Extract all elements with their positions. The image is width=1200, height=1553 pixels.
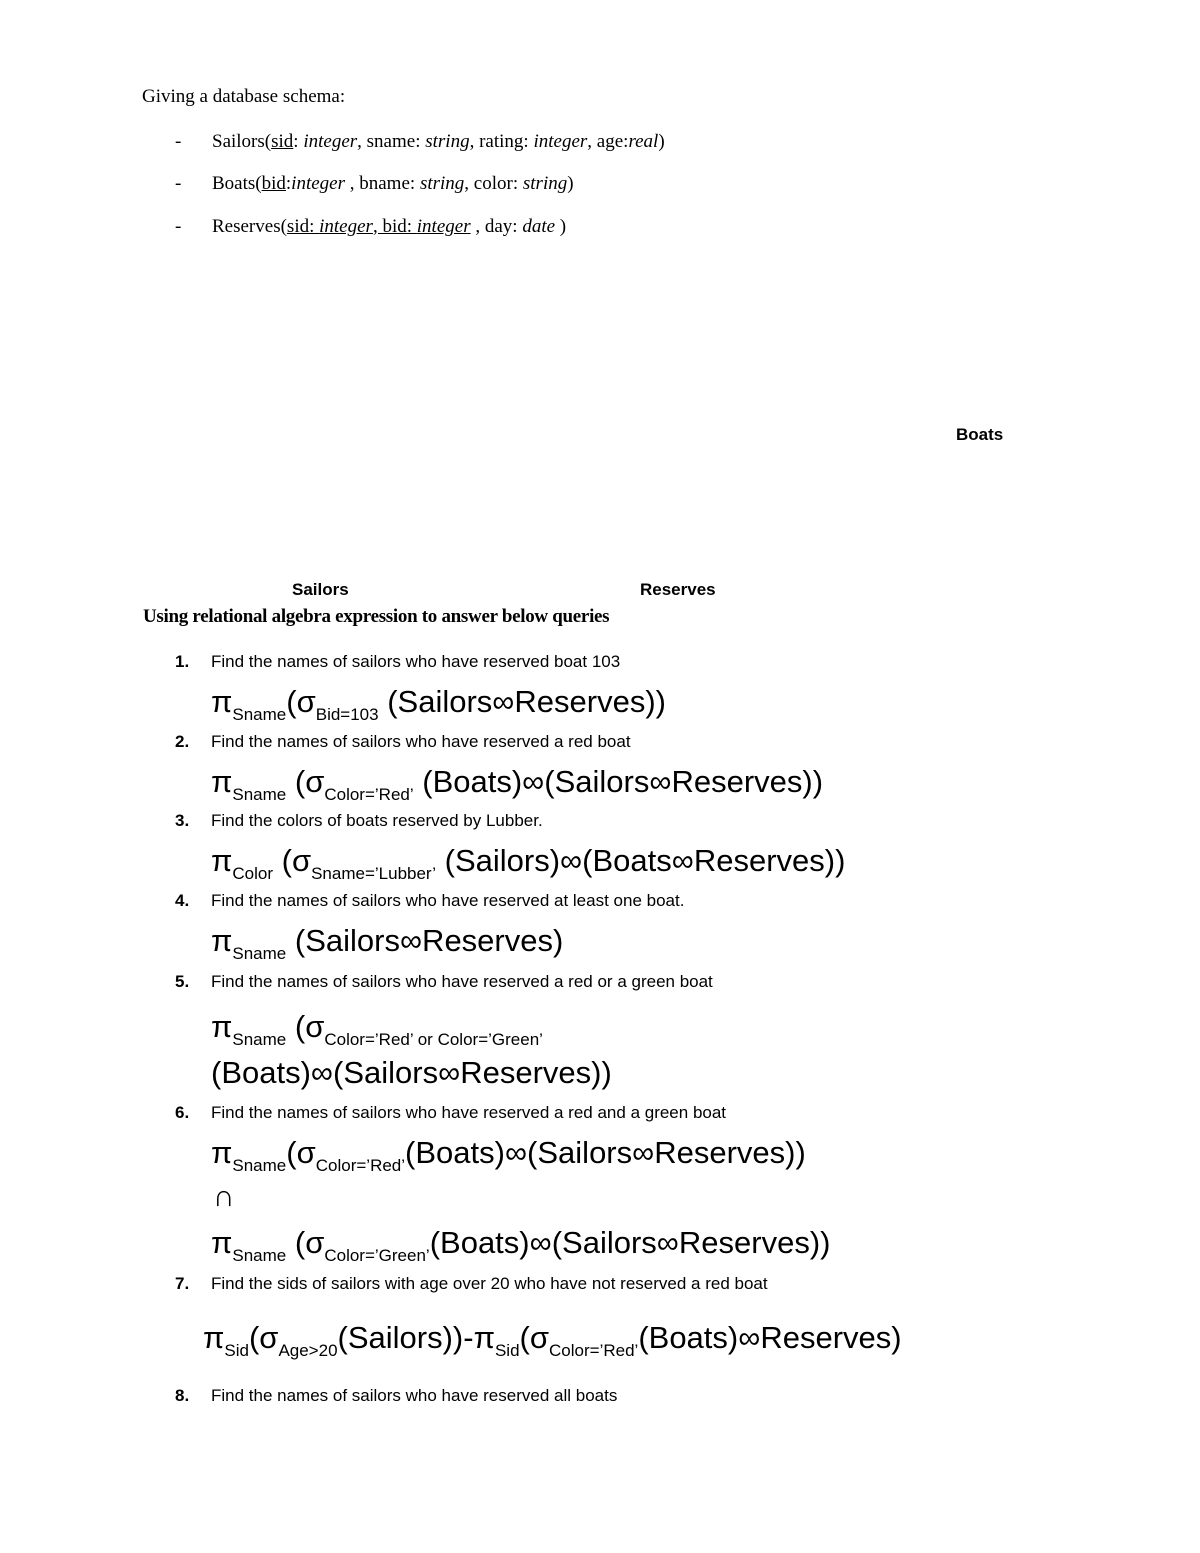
diagram-label-boats: Boats xyxy=(956,425,1004,444)
schema-reserves: Reserves(sid: integer, bid: integer , day: date ) xyxy=(212,216,567,237)
schema-boats: Boats(bid:integer , bname: string, color: string) xyxy=(212,173,574,194)
expression-q2: $\pi_{Sname}$ ($\sigma_{Color=’Red’}$ (Boats)∞(Sailors∞Reserves)) xyxy=(211,764,824,804)
query-number: 4. xyxy=(175,891,190,910)
bullet-dash: - xyxy=(175,173,182,194)
query-number: 2. xyxy=(175,732,190,751)
expression-q7: $\pi_{Sid}(\sigma_{Age>20}(Sailors))-\pi_{Sid}(\sigma_{Color=’Red’}(Boats)\infty Reserves)$ xyxy=(203,1320,902,1360)
query-text: Find the colors of boats reserved by Lubber. xyxy=(211,811,543,830)
bullet-dash: - xyxy=(175,216,182,237)
expression-q4: $\pi_{Sname}$ (Sailors∞Reserves) xyxy=(211,923,564,963)
expression-q1: $\pi_{Sname}(\sigma_{Bid=103}$ (Sailors∞Reserves)) xyxy=(211,684,666,724)
query-text: Find the names of sailors who have reserved a red or a green boat xyxy=(211,972,713,991)
query-number: 5. xyxy=(175,972,190,991)
query-text: Find the names of sailors who have reserved a red and a green boat xyxy=(211,1103,727,1122)
query-text: Find the names of sailors who have reserved boat 103 xyxy=(211,652,621,671)
diagram-label-sailors: Sailors xyxy=(292,580,349,599)
expression-q5-line1: $\pi_{Sname}$ ($\sigma_{Color=’Red’ or Color=’Green’}$ xyxy=(211,1009,543,1049)
query-number: 7. xyxy=(175,1274,190,1293)
bullet-dash: - xyxy=(175,131,182,152)
expression-q5-line2: (Boats)∞(Sailors∞Reserves)) xyxy=(211,1055,612,1090)
expression-q3: $\pi_{Color}$ ($\sigma_{Sname=’Lubber’}$ (Sailors)∞(Boats∞Reserves)) xyxy=(211,843,846,883)
intersection-symbol: ∩ xyxy=(213,1180,235,1213)
query-text: Find the names of sailors who have reserved at least one boat. xyxy=(211,891,685,910)
query-number: 3. xyxy=(175,811,190,830)
diagram-label-reserves: Reserves xyxy=(640,580,716,599)
intro-text: Giving a database schema: xyxy=(142,86,346,107)
query-text: Find the names of sailors who have reserved a red boat xyxy=(211,732,631,751)
schema-sailors: Sailors(sid: integer, sname: string, rating: integer, age:real) xyxy=(212,131,665,152)
section-heading: Using relational algebra expression to answer below queries xyxy=(143,606,610,627)
query-text: Find the sids of sailors with age over 20 who have not reserved a red boat xyxy=(211,1274,768,1293)
expression-q6-line2: $\pi_{Sname}$ $(\sigma_{Color=’Green’}(Boats)\infty(Sailors\infty Reserves))$ xyxy=(211,1225,831,1265)
query-number: 6. xyxy=(175,1103,190,1122)
query-text: Find the names of sailors who have reserved all boats xyxy=(211,1386,618,1405)
query-number: 1. xyxy=(175,652,190,671)
query-number: 8. xyxy=(175,1386,190,1405)
expression-q6-line1: $\pi_{Sname}(\sigma_{Color=’Red’}(Boats)\infty(Sailors\infty Reserves))$ xyxy=(211,1135,806,1175)
